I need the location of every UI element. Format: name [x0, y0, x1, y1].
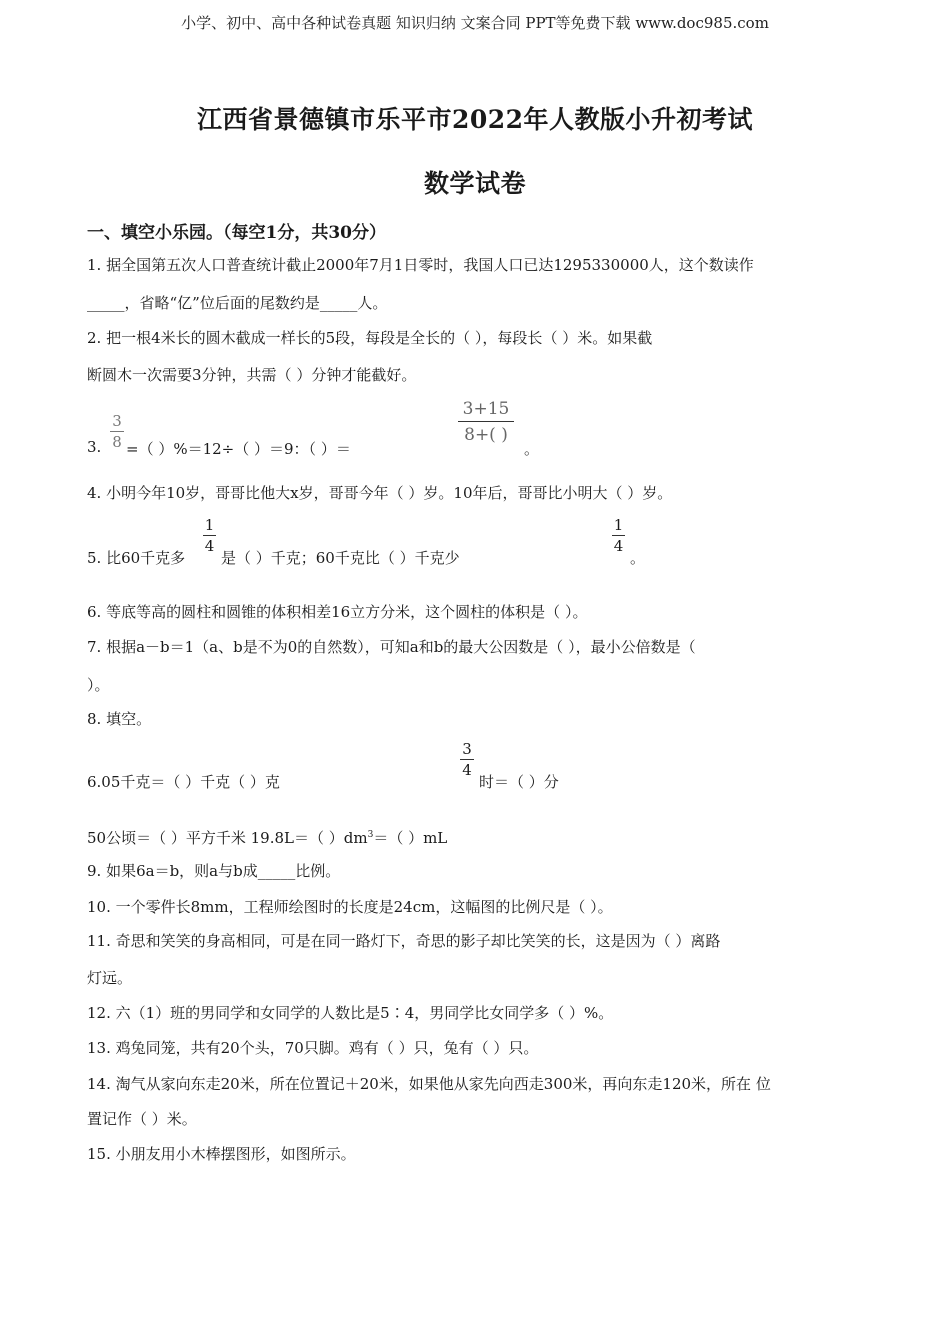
question-3-number: 3. — [87, 438, 102, 456]
question-5-part-1: 5. 比60千克多 — [87, 549, 186, 567]
question-9: 9. 如果6a＝b，则a与b成_____比例。 — [87, 862, 341, 880]
question-8-row-2-part-1: 50公顷＝（ ）平方千米 19.8L＝（ ）dm — [87, 829, 368, 847]
fraction-1-4-first: 1 4 — [204, 516, 215, 555]
question-14-line-2: 置记作（ ）米。 — [87, 1110, 197, 1128]
question-4: 4. 小明今年10岁，哥哥比他大x岁，哥哥今年（ ）岁。10年后，哥哥比小明大（ ）岁。 — [87, 484, 673, 502]
question-3-end: 。 — [524, 440, 540, 458]
question-3-body: =（ ）%＝12÷（ ）＝9：（ ）＝ — [126, 440, 351, 458]
question-7-line-1: 7. 根据a－b＝1（a、b是不为0的自然数），可知a和b的最大公因数是（ ），最小公倍数是（ — [87, 638, 696, 656]
question-8-row-2-part-2: ＝（ ）mL — [373, 829, 448, 847]
question-8-heading: 8. 填空。 — [87, 710, 152, 728]
page-header: 小学、初中、高中各种试卷真题 知识归纳 文案合同 PPT等免费下载 www.doc985.com — [181, 14, 769, 32]
question-14-line-1: 14. 淘气从家向东走20米，所在位置记＋20米，如果他从家先向西走300米，再向东走120米，所在 位 — [87, 1075, 771, 1093]
question-15: 15. 小朋友用小木棒摆图形，如图所示。 — [87, 1145, 356, 1163]
question-5-part-3: 。 — [630, 549, 646, 567]
question-7-line-2: ）。 — [87, 676, 110, 694]
question-12: 12. 六（1）班的男同学和女同学的人数比是5∶4，男同学比女同学多（ ）%。 — [87, 1004, 614, 1022]
exam-subtitle: 数学试卷 — [423, 169, 526, 198]
question-10: 10. 一个零件长8mm，工程师绘图时的长度是24cm，这幅图的比例尺是（ ）。 — [87, 898, 613, 916]
question-8-row-2 — [87, 827, 447, 848]
question-2-line-2: 断圆木一次需要3分钟，共需（ ）分钟才能截好。 — [87, 366, 417, 384]
question-5-part-2: 是（ ）千克；60千克比（ ）千克少 — [221, 549, 460, 567]
fraction-3-4: 3 4 — [460, 740, 474, 779]
cube-superscript: 3 — [367, 830, 374, 840]
question-2-line-1: 2. 把一根4米长的圆木截成一样长的5段，每段是全长的（ ），每段长（ ）米。如果截 — [87, 329, 653, 347]
question-1-line-1: 1. 据全国第五次人口普查统计截止2000年7月1日零时，我国人口已达1295330000人，这个数读作 — [87, 256, 754, 274]
question-11-line-2: 灯远。 — [87, 969, 133, 987]
exam-title: 江西省景德镇市乐平市2022年人教版小升初考试 — [196, 105, 754, 134]
section-heading: 一、填空小乐园。（每空1分，共30分） — [87, 223, 386, 243]
fraction-1-4-second: 1 4 — [613, 516, 624, 555]
question-1-line-2: _____，省略“亿”位后面的尾数约是_____人。 — [87, 294, 388, 312]
fraction-expression: 3+15 8+( ) — [458, 398, 514, 447]
question-8-row-1-part-1: 6.05千克＝（ ）千克（ ）克 — [87, 773, 280, 791]
fraction-3-8: 3 8 — [110, 412, 124, 451]
question-13: 13. 鸡兔同笼，共有20个头，70只脚。鸡有（ ）只，兔有（ ）只。 — [87, 1039, 539, 1057]
question-6: 6. 等底等高的圆柱和圆锥的体积相差16立方分米，这个圆柱的体积是（ ）。 — [87, 603, 588, 621]
question-8-row-1-part-2: 时＝（ ）分 — [479, 773, 559, 791]
question-11-line-1: 11. 奇思和笑笑的身高相同，可是在同一路灯下，奇思的影子却比笑笑的长，这是因为（ ）离路 — [87, 932, 721, 950]
